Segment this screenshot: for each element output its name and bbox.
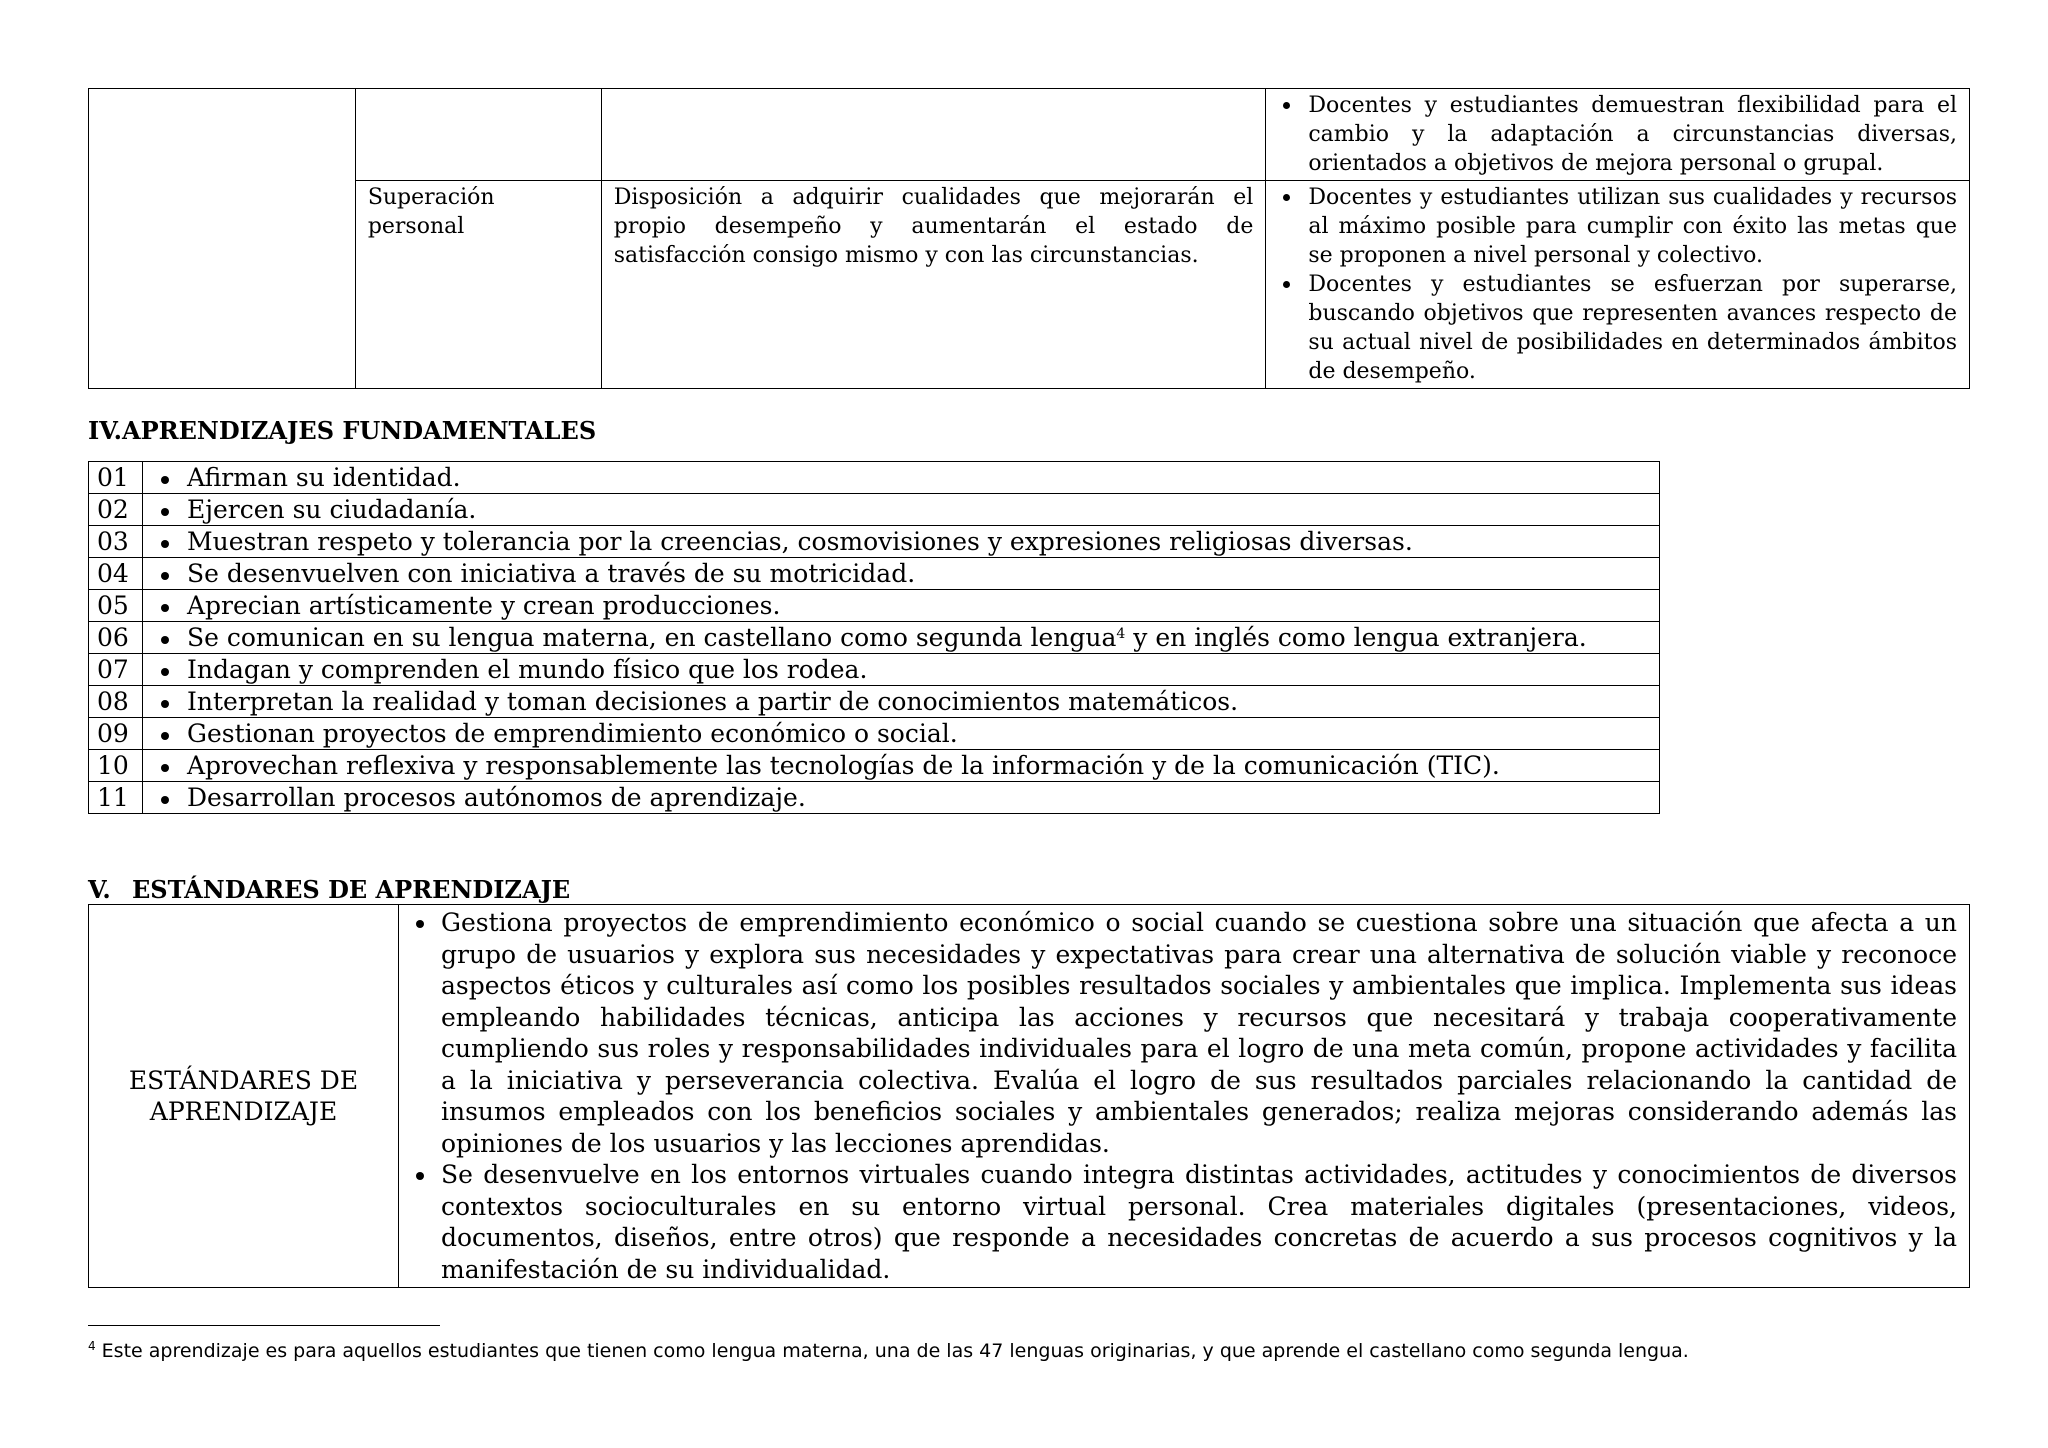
aprendizaje-text: [143, 526, 1660, 558]
values-cell-value: [355, 89, 601, 181]
aprendizaje-text: [143, 622, 1660, 654]
aprendizaje-label: Afirman su identidad.: [187, 463, 461, 492]
list-item: Docentes y estudiantes se esfuerzan por superarse, buscando objetivos que representen avances respecto de su actual nivel de posibilidades en determinados ámbitos de desempeño.: [1278, 270, 1957, 386]
aprendizaje-code: 03: [89, 526, 143, 558]
table-row: [89, 654, 1660, 686]
estandares-content: [399, 905, 1970, 1288]
aprendizaje-label: Se desenvuelven con iniciativa a través de su motricidad.: [187, 559, 916, 588]
estandares-table: [88, 904, 1970, 1288]
table-row: [89, 718, 1660, 750]
aprendizaje-label: Desarrollan procesos autónomos de aprendizaje.: [187, 783, 806, 812]
table-row: [89, 905, 1970, 1288]
table-row: [89, 462, 1660, 494]
list-item: Se desenvuelve en los entornos virtuales cuando integra distintas actividades, actitudes y conocimientos de diversos contextos socioculturales en su entorno virtual personal. Crea materiales digitales (presentaciones, videos, documentos, diseños, entre otros) que responde a necesidades concretas de acuerdo a sus procesos cognitivos y la manifestación de su individualidad.: [411, 1159, 1957, 1285]
aprendizaje-text: [143, 686, 1660, 718]
values-actions-list: [1278, 91, 1957, 178]
section-title: APRENDIZAJES FUNDAMENTALES: [122, 416, 597, 445]
section-number: V.: [88, 875, 111, 904]
aprendizaje-label: Se comunican en su lengua materna, en castellano como segunda lengua: [187, 623, 1117, 652]
footnote-reference: 4: [1116, 626, 1126, 642]
aprendizaje-label: Interpretan la realidad y toman decisiones a partir de conocimientos matemáticos.: [187, 687, 1239, 716]
aprendizaje-text: [143, 782, 1660, 814]
values-cell-actions: [1266, 89, 1970, 181]
aprendizaje-label: Ejercen su ciudadanía.: [187, 495, 477, 524]
values-empty-cell: [89, 89, 356, 389]
table-row: [89, 686, 1660, 718]
aprendizaje-label: Gestionan proyectos de emprendimiento económico o social.: [187, 719, 958, 748]
aprendizaje-code: 07: [89, 654, 143, 686]
aprendizaje-label: Aprecian artísticamente y crean producciones.: [187, 591, 781, 620]
aprendizaje-code: 01: [89, 462, 143, 494]
list-item: Docentes y estudiantes utilizan sus cualidades y recursos al máximo posible para cumplir con éxito las metas que se proponen a nivel personal y colectivo.: [1278, 183, 1957, 270]
aprendizaje-text: [143, 750, 1660, 782]
estandares-list: [411, 907, 1957, 1285]
values-cell-description: [601, 89, 1266, 181]
aprendizaje-code: 04: [89, 558, 143, 590]
table-row: [89, 526, 1660, 558]
table-row: [89, 622, 1660, 654]
aprendizaje-label: Aprovechan reflexiva y responsablemente las tecnologías de la información y de la comunicación (TIC).: [187, 751, 1500, 780]
aprendizaje-text: [143, 590, 1660, 622]
section-heading-aprendizajes: [88, 416, 596, 446]
table-row: [89, 558, 1660, 590]
aprendizaje-text: [143, 718, 1660, 750]
aprendizaje-text: [143, 462, 1660, 494]
aprendizaje-code: 11: [89, 782, 143, 814]
table-row: [89, 590, 1660, 622]
section-title: ESTÁNDARES DE APRENDIZAJE: [132, 875, 571, 904]
aprendizaje-label: Muestran respeto y tolerancia por la creencias, cosmovisiones y expresiones religiosas diversas.: [187, 527, 1413, 556]
footnote-separator: [88, 1325, 440, 1326]
values-cell-actions: [1266, 181, 1970, 389]
aprendizaje-code: 08: [89, 686, 143, 718]
values-row-2: [89, 181, 1970, 389]
footnote-marker: 4: [88, 1339, 96, 1353]
estandares-label: ESTÁNDARES DE APRENDIZAJE: [89, 905, 399, 1288]
aprendizaje-text: [143, 558, 1660, 590]
section-number: IV.: [88, 416, 123, 445]
aprendizajes-table: [88, 461, 1660, 814]
values-cell-description: Disposición a adquirir cualidades que mejorarán el propio desempeño y aumentarán el estado de satisfacción consigo mismo y con las circunstancias.: [601, 181, 1266, 389]
aprendizaje-code: 06: [89, 622, 143, 654]
section-heading-estandares: [88, 875, 570, 905]
aprendizaje-code: 09: [89, 718, 143, 750]
aprendizaje-text: [143, 494, 1660, 526]
table-row: [89, 494, 1660, 526]
aprendizaje-label: Indagan y comprenden el mundo físico que los rodea.: [187, 655, 868, 684]
list-item: Docentes y estudiantes demuestran flexibilidad para el cambio y la adaptación a circunstancias diversas, orientados a objetivos de mejora personal o grupal.: [1278, 91, 1957, 178]
values-actions-list: [1278, 183, 1957, 386]
values-cell-value: Superación personal: [355, 181, 601, 389]
values-table: [88, 88, 1970, 389]
footnote-text: Este aprendizaje es para aquellos estudiantes que tienen como lengua materna, una de las 47 lenguas originarias, y que aprende el castellano como segunda lengua.: [95, 1340, 1689, 1362]
table-row: [89, 750, 1660, 782]
aprendizaje-code: 10: [89, 750, 143, 782]
footnote: [88, 1338, 1689, 1364]
aprendizaje-label-continued: y en inglés como lengua extranjera.: [1125, 623, 1587, 652]
table-row: [89, 782, 1660, 814]
values-row-1: [89, 89, 1970, 181]
aprendizaje-code: 02: [89, 494, 143, 526]
aprendizaje-text: [143, 654, 1660, 686]
list-item: Gestiona proyectos de emprendimiento económico o social cuando se cuestiona sobre una situación que afecta a un grupo de usuarios y explora sus necesidades y expectativas para crear una alternativa de solución viable y reconoce aspectos éticos y culturales así como los posibles resultados sociales y ambientales que implica. Implementa sus ideas empleando habilidades técnicas, anticipa las acciones y recursos que necesitará y trabaja cooperativamente cumpliendo sus roles y responsabilidades individuales para el logro de una meta común, propone actividades y facilita a la iniciativa y perseverancia colectiva. Evalúa el logro de sus resultados parciales relacionando la cantidad de insumos empleados con los beneficios sociales y ambientales generados; realiza mejoras considerando además las opiniones de los usuarios y las lecciones aprendidas.: [411, 907, 1957, 1159]
aprendizaje-code: 05: [89, 590, 143, 622]
